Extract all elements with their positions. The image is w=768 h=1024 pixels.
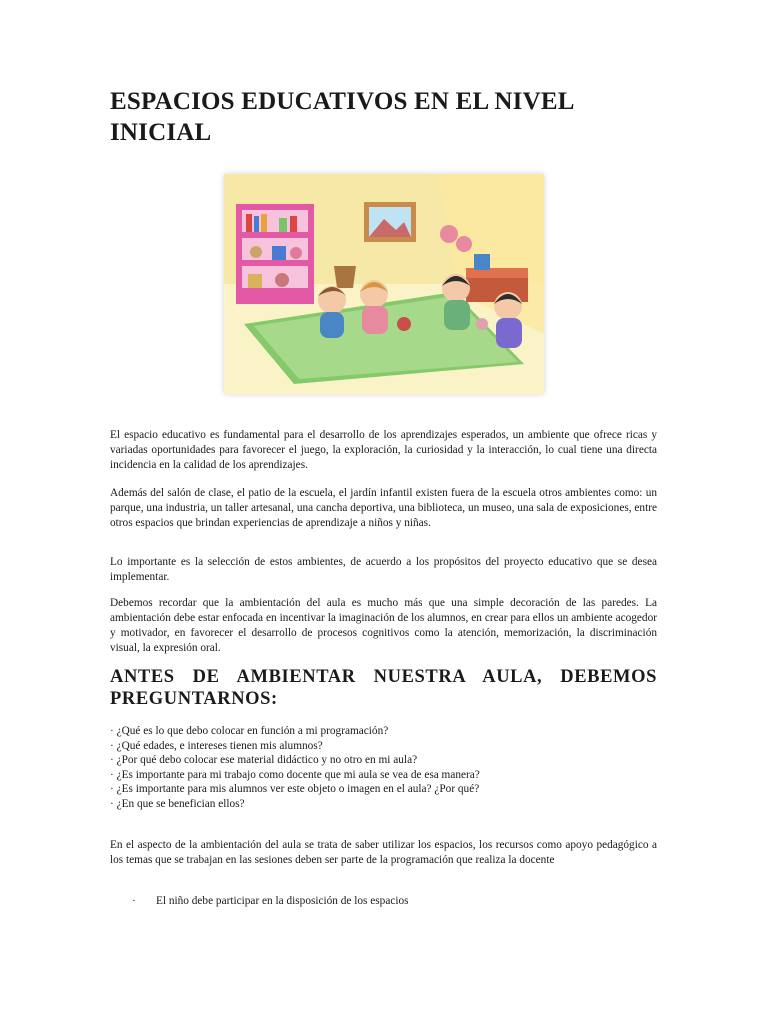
paragraph-4: Debemos recordar que la ambientación del aula es mucho más que una simple decoración de las paredes. La ambientación debe estar enfocada en incentivar la imaginación de los alumnos, en crear para ellos un ambiente acogedor y motivador, en favorecer el desarrollo de procesos cognitivos como la atención, memorización, la discriminación visual, la expresión oral. xyxy=(110,597,657,654)
bullet-item xyxy=(132,894,632,909)
closing-paragraph: En el aspecto de la ambientación del aula se trata de saber utilizar los espacios, los recursos como apoyo pedagógico a los temas que se trabajan en las sesiones deben ser parte de la programación que realiza la docente xyxy=(110,839,657,866)
children-playing-illustration-icon xyxy=(224,174,544,394)
list-item: · ¿Qué es lo que debo colocar en función a mi programación? xyxy=(110,724,657,739)
page-title: ESPACIOS EDUCATIVOS EN EL NIVEL INICIAL xyxy=(110,88,574,146)
section-heading: ANTES DE AMBIENTAR NUESTRA AULA, DEBEMOS PREGUNTARNOS: xyxy=(110,667,657,709)
question-list xyxy=(110,724,657,812)
bullet-text: El niño debe participar en la disposición de los espacios xyxy=(156,895,409,907)
paragraph-3: Lo importante es la selección de estos ambientes, de acuerdo a los propósitos del proyecto educativo que se desea implementar. xyxy=(110,556,657,583)
list-item: · ¿En que se benefician ellos? xyxy=(110,797,657,812)
paragraph-1: El espacio educativo es fundamental para el desarrollo de los aprendizajes esperados, un ambiente que ofrece ricas y variadas oportunidades para favorecer el juego, la exploración, la curiosidad y la interacción, lo cual tiene una directa incidencia en la calidad de los aprendizajes. xyxy=(110,429,657,471)
list-item: · ¿Es importante para mi trabajo como docente que mi aula se vea de esa manera? xyxy=(110,768,657,783)
paragraph-2: Además del salón de clase, el patio de la escuela, el jardín infantil existen fuera de la escuela otros ambientes como: un parque, una industria, un taller artesanal, una cancha deportiva, una biblioteca, un museo, una sala de exposiciones, entre otros espacios que brindan experiencias de aprendizaje a niños y niñas. xyxy=(110,487,657,529)
list-item: · ¿Es importante para mis alumnos ver este objeto o imagen en el aula? ¿Por qué? xyxy=(110,782,657,797)
list-item: · ¿Por qué debo colocar ese material didáctico y no otro en mi aula? xyxy=(110,753,657,768)
bullet-marker: · xyxy=(132,895,136,907)
classroom-illustration xyxy=(224,174,544,394)
list-item: · ¿Qué edades, e intereses tienen mis alumnos? xyxy=(110,739,657,754)
